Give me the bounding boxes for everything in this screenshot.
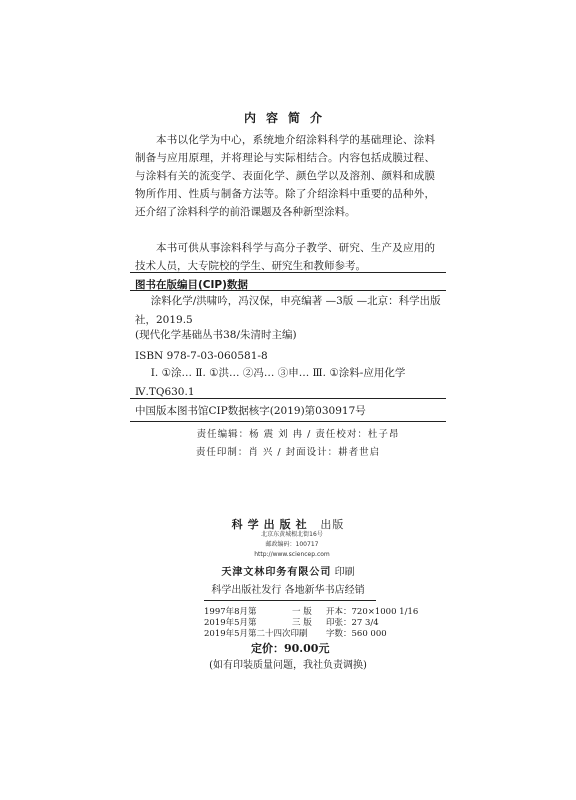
spec-value: 开本：720×1000 1/16 xyxy=(326,607,419,617)
price: 定价：90.00元 xyxy=(251,642,330,655)
cip-series: (现代化学基础丛书38/朱清时主编) xyxy=(135,329,297,341)
edition-date: 2019年5月第 xyxy=(204,618,257,628)
cip-isbn: ISBN 978-7-03-060581-8 xyxy=(135,350,268,362)
quality-notice: (如有印装质量问题，我社负责调换) xyxy=(209,660,367,671)
divider-cip-heading xyxy=(130,290,446,291)
publisher-postcode: 邮政编码：100717 xyxy=(265,541,319,548)
publisher-name: 科学出版社 xyxy=(231,518,312,531)
edition-number: 三 版 xyxy=(292,618,312,628)
divider-specs xyxy=(204,600,376,601)
cip-record-number: 中国版本图书馆CIP数据核字(2019)第030917号 xyxy=(135,405,366,417)
edition-number: 一 版 xyxy=(292,607,312,617)
publisher-address: 北京东黄城根北街16号 xyxy=(261,531,323,538)
intro-title: 内容简介 xyxy=(243,111,332,125)
edition-row xyxy=(204,605,444,616)
intro-paragraph-2: 本书可供从事涂料科学与高分子教学、研究、生产及应用的技术人员，大专院校的学生、研究生和教师参考。 xyxy=(135,242,435,272)
spec-value: 印张：27 3/4 xyxy=(326,618,379,628)
printer-suffix: 印刷 xyxy=(334,567,355,578)
printer-line xyxy=(0,563,576,578)
cip-main-entry: 涂料化学/洪啸吟，冯汉保，申亮编著 —3版 —北京：科学出版社，2019.5 xyxy=(135,295,441,326)
credits-production: 责任印制：肖 兴 / 封面设计：耕者世启 xyxy=(195,447,381,458)
publisher-website: http://www.sciencep.com xyxy=(254,551,330,558)
divider-credits xyxy=(130,421,446,422)
distribution-line: 科学出版社发行 各地新华书店经销 xyxy=(211,585,365,596)
edition-row xyxy=(204,627,444,638)
edition-date: 1997年8月第 xyxy=(204,607,257,617)
printer-name: 天津文林印务有限公司 xyxy=(221,567,332,578)
edition-row xyxy=(204,616,444,627)
divider-cip-record xyxy=(130,398,446,399)
edition-date: 2019年5月第二十四次印刷 xyxy=(204,629,308,639)
divider-top xyxy=(130,272,446,273)
cip-heading: 图书在版编目(CIP)数据 xyxy=(135,279,248,291)
cip-classification: Ⅰ. ①涂… Ⅱ. ①洪… ②冯… ③申… Ⅲ. ①涂料-应用化学 Ⅳ.TQ630.1 xyxy=(135,367,406,398)
intro-paragraph-1: 本书以化学为中心，系统地介绍涂料科学的基础理论、涂料制备与应用原理，并将理论与实际相结合。内容包括成膜过程、与涂料有关的流变学、表面化学、颜色学以及溶剂、颜料和成膜物所作用、性质与制备方法等。除了介绍涂料中重要的品种外，还介绍了涂料科学的前沿课题及各种新型涂料。 xyxy=(135,134,435,218)
publisher-suffix: 出版 xyxy=(320,518,345,531)
credits-editors: 责任编辑：杨 震 刘 冉 / 责任校对：杜子昂 xyxy=(196,429,400,440)
spec-value: 字数：560 000 xyxy=(326,629,387,639)
